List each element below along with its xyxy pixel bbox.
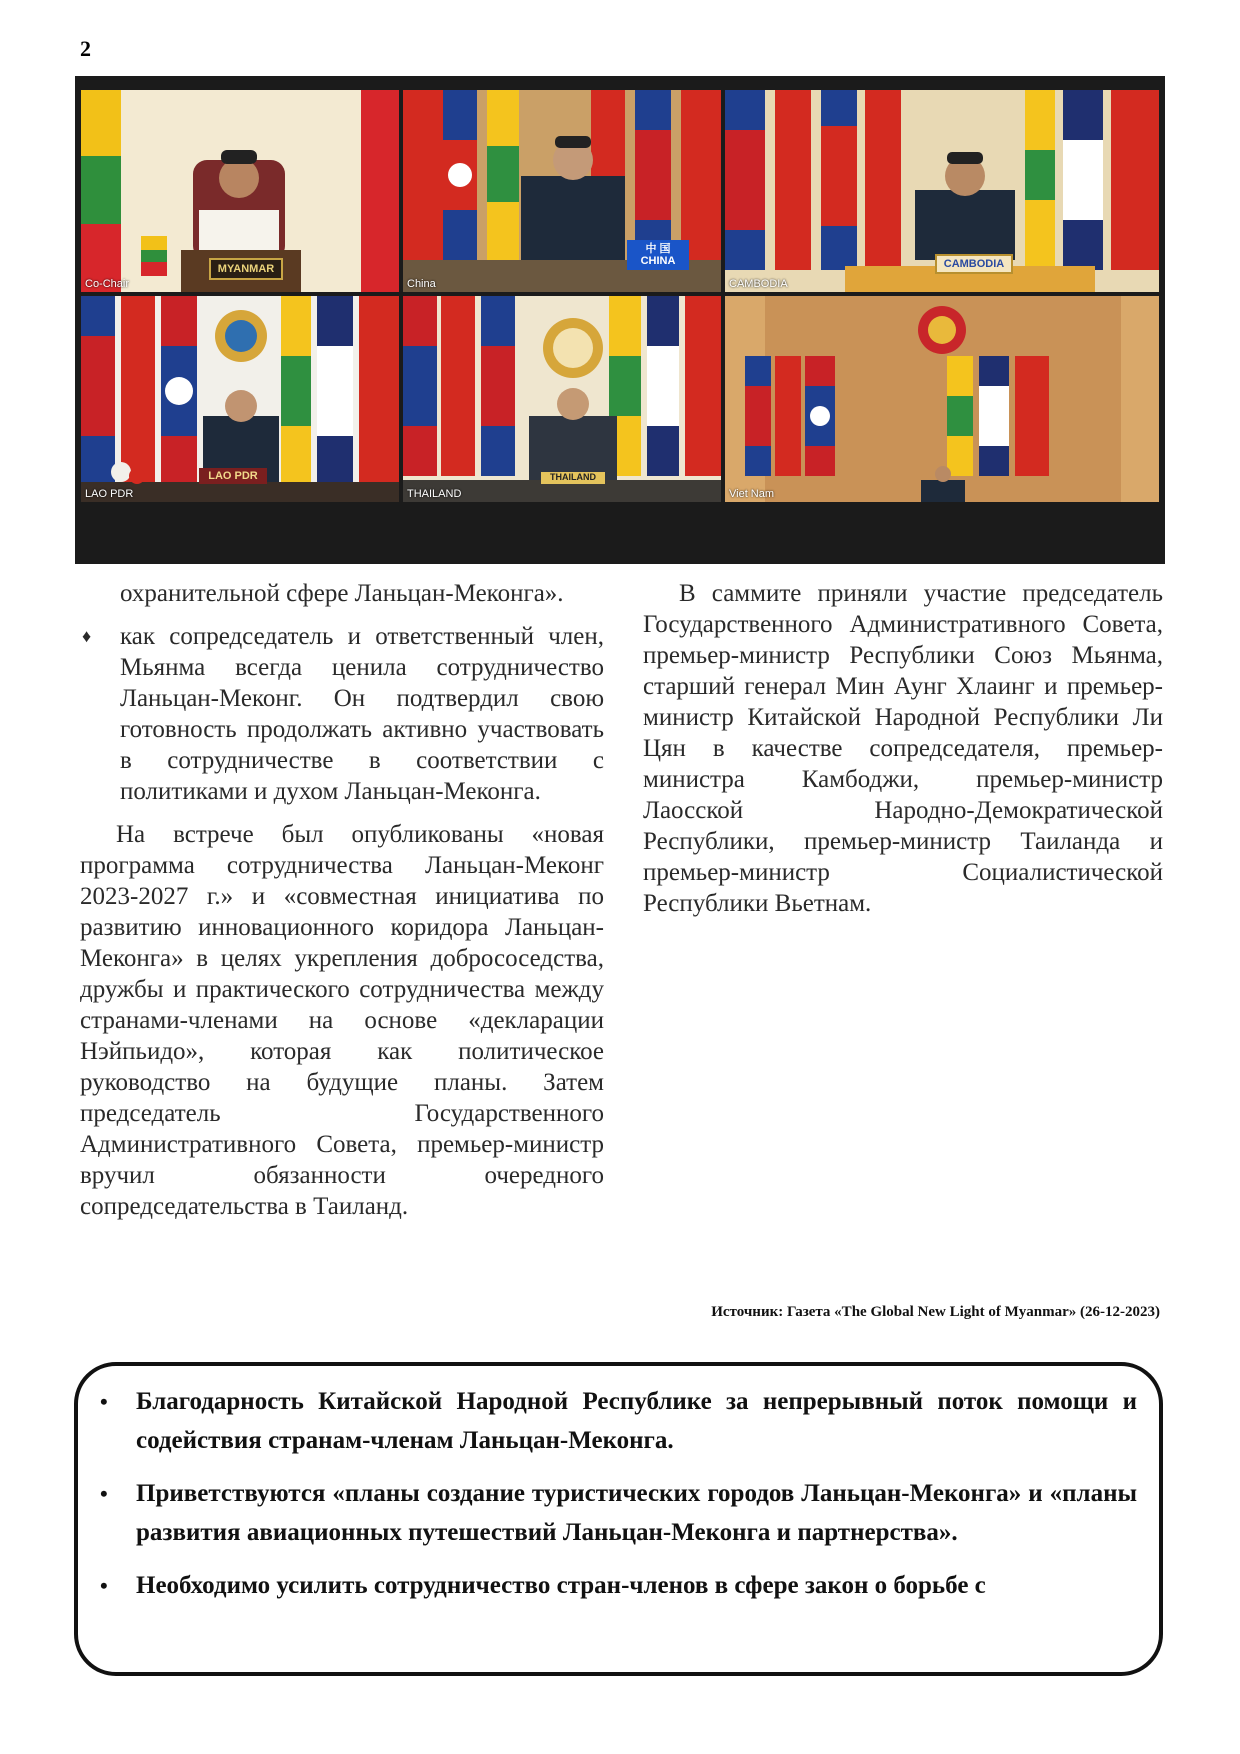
bullet-dot-icon: • bbox=[100, 1389, 108, 1414]
bullet-dot-icon: • bbox=[100, 1573, 108, 1598]
photo-tile-vietnam bbox=[725, 296, 1159, 502]
summary-item bbox=[98, 1474, 1137, 1552]
summary-list bbox=[98, 1382, 1137, 1605]
article-left-column bbox=[80, 578, 604, 1234]
summary-item-text: Необходимо усилить сотрудничество стран-членов в сфере закон о борьбе с bbox=[136, 1572, 986, 1599]
nameplate-cambodia: CAMBODIA bbox=[935, 254, 1013, 274]
tile-caption-cambodia: CAMBODIA bbox=[729, 278, 788, 290]
diamond-bullet-icon: ♦ bbox=[82, 626, 92, 646]
continued-text: охранительной сфере Ланьцан-Меконга». bbox=[120, 580, 564, 607]
vietnam-scene bbox=[725, 296, 1159, 502]
tile-caption-lao: LAO PDR bbox=[85, 488, 134, 500]
tile-caption-china: China bbox=[407, 278, 436, 290]
summary-item-text: Приветствуются «планы создание туристических городов Ланьцан-Меконга» и «планы развития авиационных путешествий Ланьцан-Меконга и партнерства». bbox=[136, 1480, 1137, 1546]
summary-box bbox=[74, 1362, 1163, 1676]
summary-item bbox=[98, 1382, 1137, 1460]
source-citation: Источник: Газета «The Global New Light of Myanmar» (26-12-2023) bbox=[711, 1304, 1160, 1320]
meeting-paragraph: На встрече был опубликованы «новая программа сотрудничества Ланьцан-Меконг 2023-2027 г.» и «совместная инициатива по развитию инновационного коридора Ланьцан-Меконга» в целях укрепления добрососедства, дружбы и практического сотрудничества между странами-членами на основе «декларации Нэйпьидо», которая как политическое руководство на будущие планы. Затем председатель Государственного Административного Совета, премьер-министр вручил обязанности очередного сопредседательства в Таиланд. bbox=[80, 821, 604, 1220]
photo-tile-myanmar bbox=[81, 90, 399, 292]
nameplate-china: 中 国 CHINA bbox=[627, 240, 689, 270]
summit-video-conference-photo bbox=[75, 76, 1165, 564]
tile-caption-co-chair: Co-Chair bbox=[85, 278, 130, 290]
participants-paragraph: В саммите приняли участие председатель Государственного Административного Совета, премьер-министр Республики Союз Мьянма, старший генерал Мин Аунг Хлаинг и премьер-министр Китайской Народной Республики Ли Цян в качестве сопредседателя, премьер-министра Камбоджи, премьер-министр Лаосской Народно-Демократической Республики, премьер-министр Таиланда и премьер-министр Социалистической Республики Вьетнам. bbox=[643, 580, 1163, 917]
bullet-text: как сопредседатель и ответственный член, Мьянма всегда ценила сотрудничество Ланьцан-Меконг. Он подтвердил свою готовность продолжать активно участвовать в сотрудничестве в соответствии с политиками и духом Ланьцан-Меконга. bbox=[120, 623, 604, 805]
nameplate-lao: LAO PDR bbox=[199, 468, 267, 484]
nameplate-thailand: THAILAND bbox=[541, 472, 605, 484]
summary-item-text: Благодарность Китайской Народной Республике за непрерывный поток помощи и содействия странам-членам Ланьцан-Меконга. bbox=[136, 1388, 1137, 1454]
tile-caption-thailand: THAILAND bbox=[407, 488, 462, 500]
tile-caption-vietnam: Viet Nam bbox=[729, 488, 775, 500]
nameplate-myanmar: MYANMAR bbox=[209, 258, 283, 280]
photo-tile-lao bbox=[81, 296, 399, 502]
bullet-dot-icon: • bbox=[100, 1481, 108, 1506]
bullet-paragraph bbox=[80, 621, 604, 807]
photo-tile-cambodia bbox=[725, 90, 1159, 292]
page-number: 2 bbox=[80, 36, 91, 61]
photo-tile-china bbox=[403, 90, 721, 292]
summary-item bbox=[98, 1566, 1137, 1605]
photo-tile-thailand bbox=[403, 296, 721, 502]
article-right-column bbox=[643, 578, 1163, 931]
